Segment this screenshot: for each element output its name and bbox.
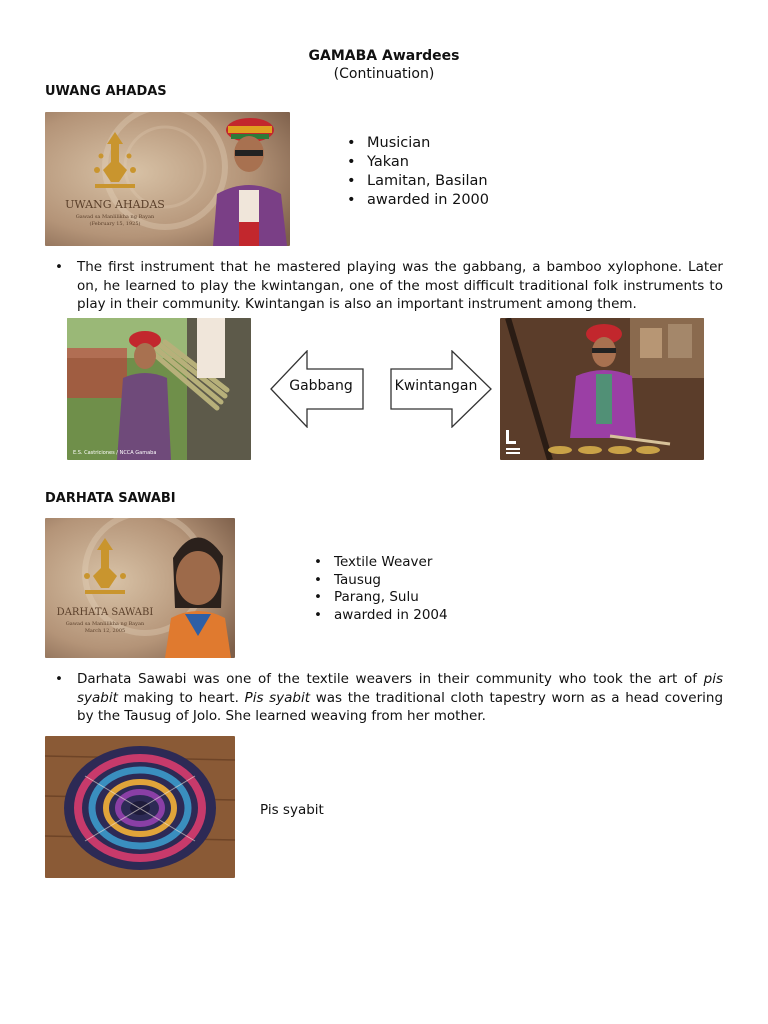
pis-syabit-caption: Pis syabit xyxy=(260,802,324,818)
portrait-date-text: March 12, 2005 xyxy=(84,628,126,634)
document-subtitle: (Continuation) xyxy=(333,66,435,82)
darhata-sawabi-facts xyxy=(312,554,512,624)
fact-item: • Yakan xyxy=(345,153,545,172)
portrait-date-text: (February 15, 1925) xyxy=(89,221,141,227)
fact-item: • Parang, Sulu xyxy=(312,589,512,607)
fact-item: • Lamitan, Basilan xyxy=(345,172,545,191)
darhata-sawabi-paragraph xyxy=(55,670,724,726)
fact-item: • Textile Weaver xyxy=(312,554,512,572)
kwintangan-label: Kwintangan xyxy=(394,378,478,394)
fact-item: • Tausug xyxy=(312,572,512,590)
portrait-caption-text: Gawad sa Manlilikha ng Bayan xyxy=(65,621,145,627)
portrait-caption-text: Gawad sa Manlilikha ng Bayan xyxy=(75,214,155,220)
section-heading-darhata-sawabi: DARHATA SAWABI xyxy=(45,491,176,506)
section-heading-uwang-ahadas: UWANG AHADAS xyxy=(45,84,167,99)
uwang-ahadas-portrait xyxy=(45,112,290,246)
gabbang-photo xyxy=(67,318,251,460)
document-title: GAMABA Awardees xyxy=(308,48,460,64)
bullet-icon: • xyxy=(55,671,63,687)
pis-syabit-photo xyxy=(45,736,235,878)
paragraph-text: Darhata Sawabi was one of the textile weavers in their community who took the art of pis syabit making to heart. Pis syabit was the traditional cloth tapestry worn as a head covering by the Tausug of Jolo. She learned weaving from her mother. xyxy=(77,671,724,724)
bullet-icon: • xyxy=(55,259,63,275)
photo-credit-text: E.S. Castriciones / NCCA Gamaba xyxy=(73,450,157,456)
kwintangan-photo xyxy=(500,318,704,460)
portrait-name-text: UWANG AHADAS xyxy=(65,198,165,211)
uwang-ahadas-facts xyxy=(345,134,545,210)
darhata-sawabi-portrait xyxy=(45,518,235,658)
portrait-name-text: DARHATA SAWABI xyxy=(56,607,154,618)
gabbang-label: Gabbang xyxy=(289,378,353,394)
fact-item: • Musician xyxy=(345,134,545,153)
paragraph-text: The first instrument that he mastered playing was the gabbang, a bamboo xylophone. Later on, he learned to play the kwintangan, one of the most difficult traditional folk instruments to play in their community. Kwintangan is also an important instrument among them. xyxy=(77,259,723,312)
uwang-ahadas-paragraph xyxy=(55,258,723,314)
kwintangan-arrow xyxy=(390,350,492,428)
fact-item: • awarded in 2004 xyxy=(312,607,512,625)
gabbang-arrow xyxy=(270,350,364,428)
fact-item: • awarded in 2000 xyxy=(345,191,545,210)
